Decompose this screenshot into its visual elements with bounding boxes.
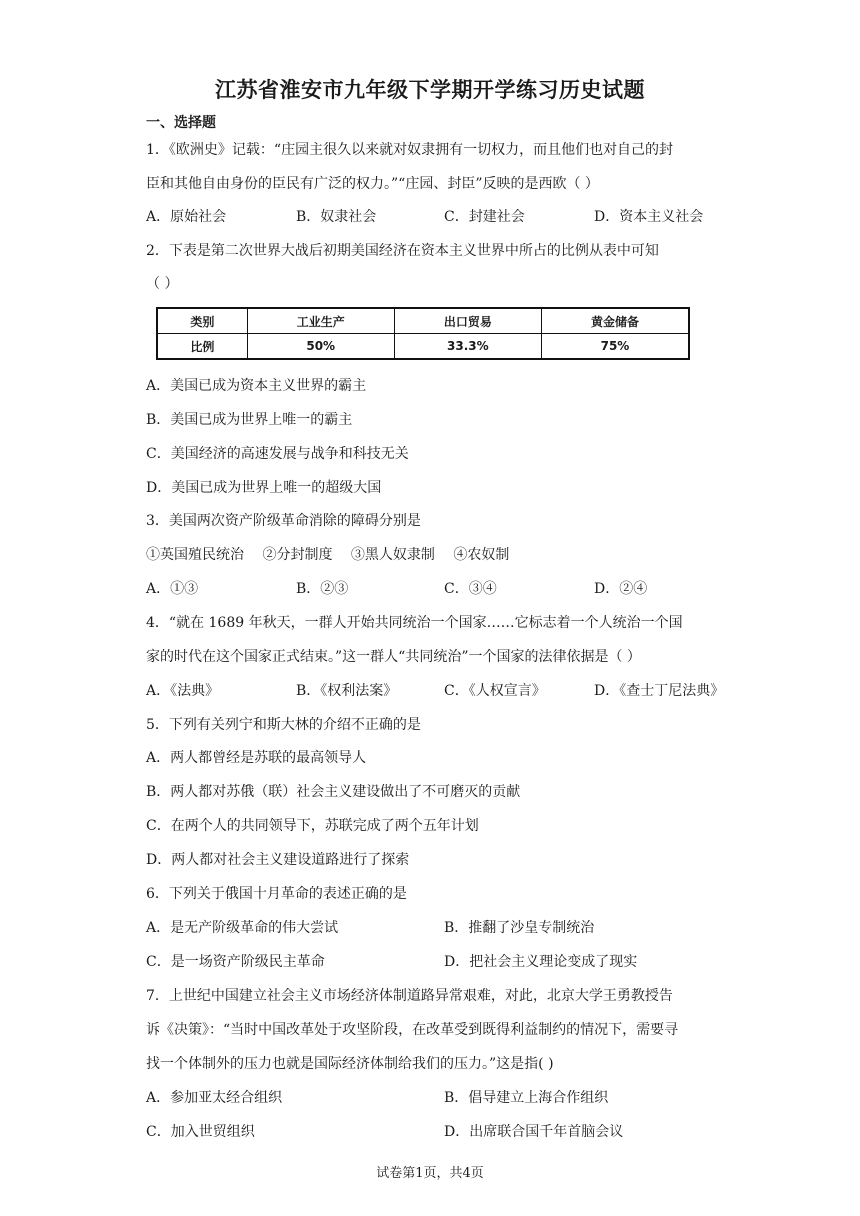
- question-7-option-d: D．出席联合国千年首脑会议: [444, 1124, 624, 1140]
- question-3-option-d: D．②④: [594, 581, 648, 597]
- table-header-cell: 黄金储备: [541, 308, 689, 334]
- question-1-option-c: C．封建社会: [444, 209, 525, 225]
- table-cell: 75%: [541, 334, 689, 360]
- table-cell: 50%: [247, 334, 394, 360]
- question-5-line-1: 5．下列有关列宁和斯大林的介绍不正确的是: [146, 717, 421, 733]
- table-header-cell: 工业生产: [247, 308, 394, 334]
- question-1-line-1: 1．《欧洲史》记载：“庄园主很久以来就对奴隶拥有一切权力，而且他们也对自己的封: [146, 142, 674, 158]
- table-header-cell: 出口贸易: [394, 308, 541, 334]
- page-footer: 试卷第1页，共4页: [376, 1166, 484, 1181]
- question-7-line-3: 找一个体制外的压力也就是国际经济体制给我们的压力。”这是指( ): [146, 1056, 554, 1072]
- table-row: [157, 334, 689, 360]
- question-1-option-d: D．资本主义社会: [594, 209, 704, 225]
- question-1-option-b: B．奴隶社会: [296, 209, 377, 225]
- question-3-option-b: B．②③: [296, 581, 349, 597]
- question-4-option-c: C．《人权宣言》: [444, 683, 546, 699]
- table-header-cell: 类别: [157, 308, 247, 334]
- question-2-line-2: （ ）: [146, 276, 179, 292]
- question-2-option-a: A．美国已成为资本主义世界的霸主: [146, 378, 367, 394]
- question-7-line-1: 7．上世纪中国建立社会主义市场经济体制道路异常艰难，对此，北京大学王勇教授告: [146, 988, 673, 1004]
- question-7-option-c: C．加入世贸组织: [146, 1124, 255, 1140]
- question-2-line-1: 2．下表是第二次世界大战后初期美国经济在资本主义世界中所占的比例从表中可知: [146, 243, 659, 259]
- question-2-option-c: C．美国经济的高速发展与战争和科技无关: [146, 446, 409, 462]
- question-4-option-a: A．《法典》: [146, 683, 220, 699]
- table-cell: 33.3%: [394, 334, 541, 360]
- question-3-option-c: C．③④: [444, 581, 497, 597]
- table-header-row: [157, 308, 689, 334]
- table-cell: 比例: [157, 334, 247, 360]
- question-4-line-2: 家的时代在这个国家正式结束。”这一群人“共同统治”一个国家的法律依据是（ ）: [146, 649, 641, 665]
- question-5-option-c: C．在两个人的共同领导下，苏联完成了两个五年计划: [146, 818, 479, 834]
- question-3-line-2: ①英国殖民统治 ②分封制度 ③黑人奴隶制 ④农奴制: [146, 547, 510, 563]
- question-6-option-b: B．推翻了沙皇专制统治: [444, 920, 595, 936]
- question-7-option-b: B．倡导建立上海合作组织: [444, 1090, 609, 1106]
- question-2-option-b: B．美国已成为世界上唯一的霸主: [146, 412, 353, 428]
- question-1-line-2: 臣和其他自由身份的臣民有广泛的权力。”“庄园、封臣”反映的是西欧（ ）: [146, 176, 599, 192]
- question-2-option-d: D．美国已成为世界上唯一的超级大国: [146, 480, 382, 496]
- question-5-option-b: B．两人都对苏俄（联）社会主义建设做出了不可磨灭的贡献: [146, 784, 521, 800]
- question-4-line-1: 4．“就在 1689 年秋天，一群人开始共同统治一个国家……它标志着一个人统治一个国: [146, 615, 683, 631]
- question-6-line-1: 6．下列关于俄国十月革命的表述正确的是: [146, 886, 407, 902]
- question-5-option-a: A．两人都曾经是苏联的最高领导人: [146, 750, 367, 766]
- question-4-option-d: D．《查士丁尼法典》: [594, 683, 725, 699]
- question-5-option-d: D．两人都对社会主义建设道路进行了探索: [146, 852, 410, 868]
- question-3-option-a: A．①③: [146, 581, 199, 597]
- question-6-option-c: C．是一场资产阶级民主革命: [146, 954, 325, 970]
- exam-title: 江苏省淮安市九年级下学期开学练习历史试题: [215, 78, 645, 102]
- question-1-option-a: A．原始社会: [146, 209, 227, 225]
- question-4-option-b: B．《权利法案》: [296, 683, 398, 699]
- question-7-line-2: 诉《决策》：“当时中国改革处于攻坚阶段，在改革受到既得利益制约的情况下，需要寻: [146, 1022, 679, 1038]
- section-heading: 一、选择题: [146, 115, 216, 131]
- economy-share-table: [156, 307, 690, 360]
- question-6-option-d: D．把社会主义理论变成了现实: [444, 954, 638, 970]
- question-7-option-a: A．参加亚太经合组织: [146, 1090, 283, 1106]
- question-6-option-a: A．是无产阶级革命的伟大尝试: [146, 920, 339, 936]
- question-3-line-1: 3．美国两次资产阶级革命消除的障碍分别是: [146, 513, 421, 529]
